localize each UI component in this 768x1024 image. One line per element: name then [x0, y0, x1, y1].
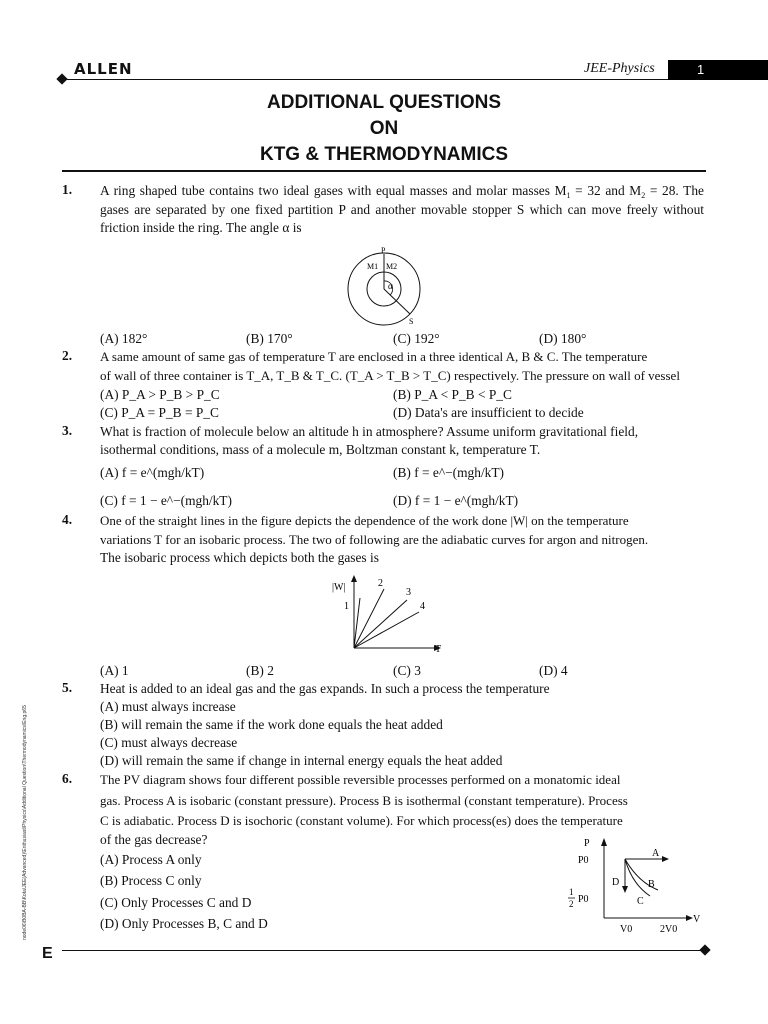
label-2: 2: [378, 578, 383, 589]
stopper-s-line: [384, 289, 410, 314]
brand-logo-text: ALLEN: [74, 60, 133, 78]
q2-line-2: of wall of three container is T_A, T_B & T_C. (T_A > T_B > T_C) respectively. The pressure on wall of vessel: [100, 368, 680, 383]
footer-diamond-right: [699, 944, 710, 955]
q5-option-b: (B) will remain the same if the work done equals the heat added: [100, 717, 443, 732]
label-c: C: [637, 896, 644, 907]
q4-option-c: (C) 3: [393, 663, 421, 678]
q6-option-c: (C) Only Processes C and D: [100, 895, 252, 910]
q2-option-d: (D) Data's are insufficient to decide: [393, 405, 584, 420]
y-axis-arrow: [351, 575, 357, 582]
q3-line-2: isothermal conditions, mass of a molecule m, Boltzman constant k, temperature T.: [100, 442, 541, 457]
label-half-p0: P0: [578, 894, 589, 905]
q3-option-a: (A) f = e^(mgh/kT): [100, 465, 205, 480]
q1-option-a: (A) 182°: [100, 331, 148, 346]
label-1: 1: [344, 601, 349, 612]
title-line-1: ADDITIONAL QUESTIONS: [267, 92, 501, 113]
q6-pv-diagram: [562, 834, 712, 936]
process-a-arrow: [662, 856, 669, 862]
q3-option-c: (C) f = 1 − e^−(mgh/kT): [100, 493, 232, 508]
side-file-code: node06\B0BA-BB\Kota\JEE(Advanced)\Enthusiast\Physics\Additional Question\Thermodynamics\Eng.p65: [22, 705, 28, 940]
page-number: 1: [697, 62, 705, 77]
label-v-axis: V: [693, 914, 701, 925]
q6-line-4: of the gas decrease?: [100, 832, 208, 847]
label-d: D: [612, 877, 620, 888]
q5-option-c: (C) must always decrease: [100, 735, 238, 750]
q4-option-a: (A) 1: [100, 663, 129, 678]
q1-ring-figure: [340, 244, 440, 330]
label-p: P: [381, 246, 386, 255]
line-4: [354, 612, 419, 648]
q6-option-d: (D) Only Processes B, C and D: [100, 916, 268, 931]
q4-work-temperature-graph: [328, 572, 448, 656]
q3-number: 3.: [62, 423, 73, 438]
q5-number: 5.: [62, 680, 73, 695]
q1-option-d: (D) 180°: [539, 331, 587, 346]
title-line-3: KTG & THERMODYNAMICS: [259, 144, 509, 165]
q4-option-b: (B) 2: [246, 663, 274, 678]
q5-option-a: (A) must always increase: [100, 699, 236, 714]
q6-number: 6.: [62, 771, 73, 786]
q6-line-1: The PV diagram shows four different possible reversible processes performed on a monatomic ideal: [100, 772, 621, 787]
header-rule: [62, 79, 702, 80]
label-p-axis: P: [584, 838, 590, 849]
q2-option-c: (C) P_A = P_B = P_C: [100, 405, 219, 420]
footer-rule: [62, 950, 706, 951]
q6-option-a: (A) Process A only: [100, 852, 202, 867]
line-3: [354, 600, 407, 648]
line-1: [354, 598, 360, 648]
q4-line-2: variations T for an isobaric process. The two of following are the adiabatic curves for argon and nitrogen.: [100, 532, 649, 547]
q6-line-3: C is adiabatic. Process D is isochoric (constant volume). For which process(es) does the temperature: [100, 813, 623, 828]
title-rule: [62, 170, 706, 172]
label-half-den: 2: [569, 899, 574, 909]
label-m2: M2: [386, 262, 398, 271]
subject-label: JEE-Physics: [584, 61, 655, 76]
q2-line-1: A same amount of same gas of temperature T are enclosed in a three identical A, B & C. The temperature: [100, 349, 648, 364]
page-number-box: [668, 60, 768, 80]
q3-line-1: What is fraction of molecule below an altitude h in atmosphere? Assume uniform gravitational field,: [100, 424, 639, 439]
q2-option-a: (A) P_A > P_B > P_C: [100, 387, 220, 402]
q6-option-b: (B) Process C only: [100, 873, 202, 888]
q4-line-3: The isobaric process which depicts both the gases is: [100, 550, 379, 565]
q4-line-1: One of the straight lines in the figure depicts the dependence of the work done |W| on the temperature: [100, 513, 629, 528]
footer-letter: E: [42, 945, 53, 962]
label-v0: V0: [620, 924, 633, 935]
v-axis-arrow: [686, 915, 693, 921]
label-alpha: α: [388, 281, 393, 291]
q4-number: 4.: [62, 512, 73, 527]
q1-option-c: (C) 192°: [393, 331, 440, 346]
label-w: |W|: [332, 582, 346, 593]
label-s: S: [409, 317, 414, 326]
label-p0: P0: [578, 855, 589, 866]
label-4: 4: [420, 601, 425, 612]
q3-option-b: (B) f = e^−(mgh/kT): [393, 465, 505, 480]
q4-option-d: (D) 4: [539, 663, 568, 678]
q2-number: 2.: [62, 348, 73, 363]
label-m1: M1: [367, 262, 379, 271]
label-3: 3: [406, 587, 411, 598]
q1-text: A ring shaped tube contains two ideal gases with equal masses and molar masses $M_1 = 32$ and $M_2 = 28$. The gases are separated by one fixed partition P and another movable stopper S which can move freely without friction inside the ring. The angle α is: [100, 183, 704, 235]
q2-option-b: (B) P_A < P_B < P_C: [393, 387, 512, 402]
q5-option-d: (D) will remain the same if change in internal energy equals the heat added: [100, 753, 503, 768]
q1-number: 1.: [62, 182, 73, 197]
label-t: T: [435, 644, 442, 655]
label-b: B: [648, 879, 655, 890]
title-line-2: ON: [369, 118, 399, 139]
label-a: A: [652, 848, 660, 859]
process-d-arrow: [622, 886, 628, 893]
q1-option-b: (B) 170°: [246, 331, 293, 346]
label-2v0: 2V0: [660, 924, 678, 935]
q6-line-2: gas. Process A is isobaric (constant pressure). Process B is isothermal (constant temperature). Process: [100, 793, 628, 808]
p-axis-arrow: [601, 838, 607, 846]
q5-text: Heat is added to an ideal gas and the gas expands. In such a process the temperature: [100, 681, 550, 696]
q3-option-d: (D) f = 1 − e^(mgh/kT): [393, 493, 519, 508]
label-half-num: 1: [569, 887, 574, 897]
